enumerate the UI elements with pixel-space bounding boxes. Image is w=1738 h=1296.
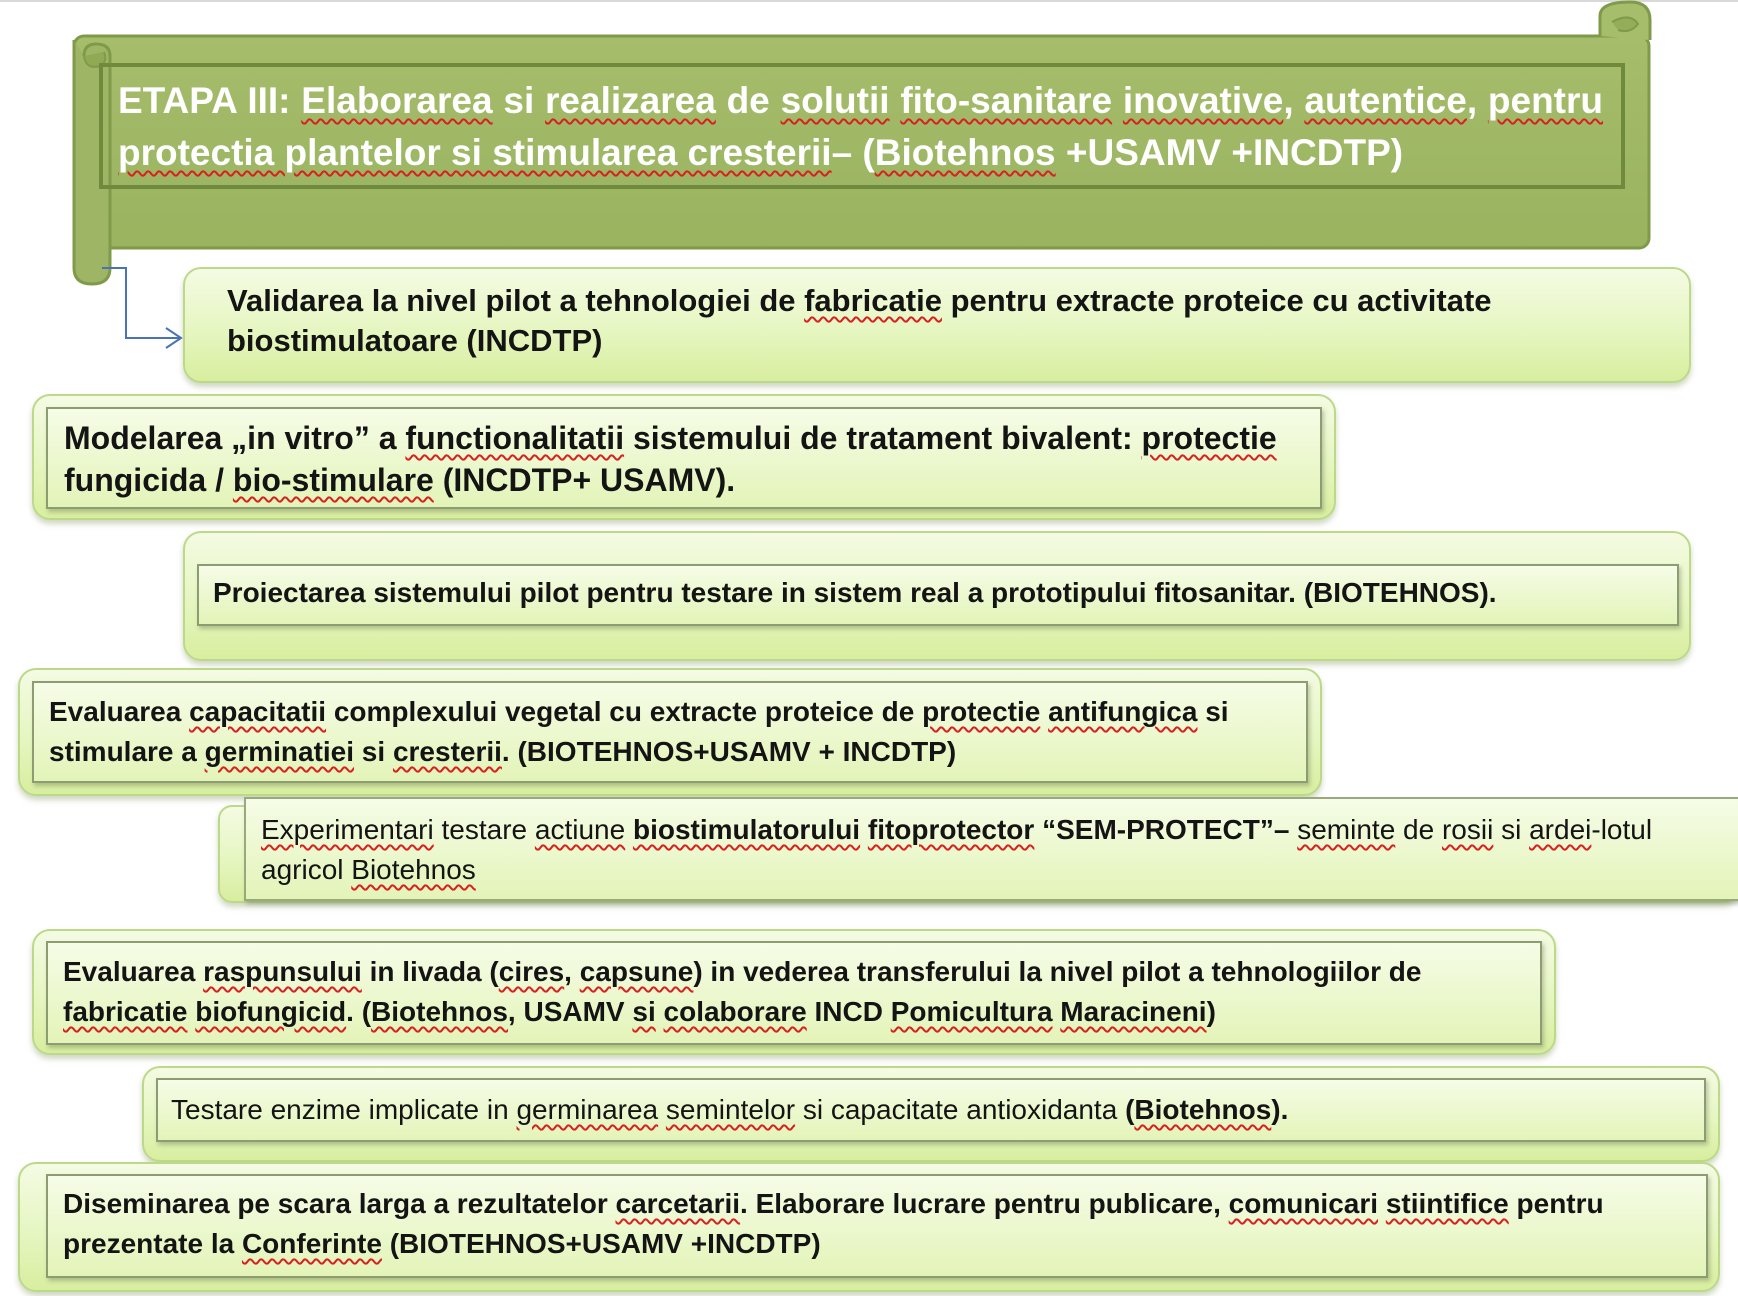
step-evaluare-raspuns-text-segment: colaborare <box>663 996 807 1027</box>
step-testare-enzime-text-segment: Biotehnos <box>1134 1094 1272 1125</box>
step-validare-text-segment: pentru extracte proteice cu activitate biostimulatoare (INCDTP) <box>227 283 1492 358</box>
step-experimentari-text-segment: de <box>1395 814 1442 845</box>
step-evaluare-capacitate-text <box>49 692 1299 772</box>
step-diseminare-text-segment: Conferinte <box>241 1228 382 1259</box>
step-diseminare-text-segment <box>1378 1188 1386 1219</box>
step-modelare-text-segment: sistemului de tratament bivalent: <box>624 420 1142 456</box>
step-experimentari-text-segment: rosii <box>1441 814 1494 845</box>
banner-title-segment: Biotehnos <box>874 132 1056 173</box>
step-evaluare-capacitate-text-segment: antifungica <box>1048 696 1198 727</box>
step-experimentari-text-segment: actiune <box>534 814 626 845</box>
step-experimentari-text-segment: -lotul agricol <box>261 814 1653 885</box>
step-evaluare-raspuns-text-segment: , USAMV <box>507 996 633 1027</box>
step-evaluare-capacitate-text-segment: protectie <box>922 696 1041 727</box>
step-experimentari-text <box>261 810 1711 890</box>
step-evaluare-raspuns-text-segment <box>656 996 664 1027</box>
step-diseminare-text-segment: pentru prezentate la <box>63 1188 1604 1259</box>
step-testare-enzime-text-segment: Testare enzime implicate in <box>171 1094 517 1125</box>
step-evaluare-capacitate-text-segment <box>1040 696 1048 727</box>
step-evaluare-raspuns-text-segment: si <box>632 996 656 1027</box>
step-evaluare-raspuns-text-segment: Evaluarea <box>63 956 204 987</box>
step-modelare-text-segment: functionalitatii <box>405 420 625 456</box>
banner-title-segment: inovative <box>1122 80 1284 121</box>
step-diseminare-text-segment: Diseminarea pe scara larga a rezultatelor <box>63 1188 616 1219</box>
step-proiectare-text-segment: Proiectarea sistemului pilot pentru testare in sistem real a prototipului fitosanitar. (BIOTEHNOS). <box>213 577 1497 608</box>
banner-title <box>118 75 1603 179</box>
step-modelare-text-segment: (INCDTP+ USAMV). <box>433 462 736 498</box>
step-validare-text <box>227 281 1667 361</box>
banner-title-segment: , <box>1466 80 1488 121</box>
step-testare-enzime-text-segment: si capacitate antioxidanta <box>795 1094 1126 1125</box>
step-evaluare-capacitate-text-segment: si stimulare a <box>49 696 1229 767</box>
step-evaluare-raspuns-text-segment: INCD <box>806 996 891 1027</box>
step-evaluare-raspuns-text-segment: in livada ( <box>361 956 499 987</box>
step-evaluare-capacitate-text-segment: si <box>354 736 393 767</box>
step-diseminare-text-segment: . Elaborare lucrare pentru publicare, <box>740 1188 1229 1219</box>
step-experimentari-text-segment <box>625 814 633 845</box>
step-evaluare-raspuns-text-segment: , <box>564 956 580 987</box>
step-testare-enzime-text-segment: semintelor <box>665 1094 796 1125</box>
step-modelare-text-segment: bio-stimulare <box>232 462 434 498</box>
step-evaluare-raspuns-text-segment: Maracineni <box>1060 996 1207 1027</box>
step-testare-enzime-text <box>171 1090 1681 1130</box>
step-diseminare-text-segment: comunicari <box>1228 1188 1379 1219</box>
step-evaluare-capacitate-text-segment: germinatiei <box>204 736 355 767</box>
step-evaluare-raspuns-text <box>63 952 1528 1032</box>
step-evaluare-raspuns-text-segment: raspunsului <box>203 956 362 987</box>
banner-title-segment: Elaborarea <box>301 80 493 121</box>
step-evaluare-raspuns-text-segment: . ( <box>346 996 372 1027</box>
step-experimentari-text-segment: biostimulatorului <box>632 814 861 845</box>
step-experimentari-text-segment: “SEM-PROTECT”– <box>1034 814 1290 845</box>
banner-title-segment: +USAMV +INCDTP) <box>1055 132 1404 173</box>
step-testare-enzime-text-segment: germinarea <box>516 1094 659 1125</box>
step-experimentari-text-segment: si <box>1493 814 1530 845</box>
banner-title-segment: autentice <box>1304 80 1467 121</box>
step-diseminare-text-segment: (BIOTEHNOS+USAMV +INCDTP) <box>381 1228 821 1259</box>
step-diseminare-text <box>63 1184 1693 1264</box>
step-evaluare-raspuns-text-segment: ) <box>1206 996 1216 1027</box>
banner-title-segment <box>890 80 901 121</box>
step-evaluare-capacitate-text-segment: capacitatii <box>189 696 327 727</box>
step-evaluare-raspuns-text-segment: capsune <box>579 956 694 987</box>
step-experimentari-text-segment: testare <box>433 814 535 845</box>
step-testare-enzime-text-segment: ). <box>1271 1094 1289 1125</box>
step-evaluare-raspuns-text-segment: ) in vederea transferului la nivel pilot a tehnologiilor de <box>693 956 1422 987</box>
step-experimentari-text-segment <box>860 814 868 845</box>
step-evaluare-raspuns-text-segment: Biotehnos <box>371 996 508 1027</box>
step-validare-text-segment: Validarea la nivel pilot a tehnologiei de <box>227 283 805 318</box>
step-evaluare-capacitate-text-segment: cresterii <box>392 736 502 767</box>
banner-title-segment: solutii <box>780 80 890 121</box>
connector-arrow <box>0 0 200 360</box>
step-proiectare-text <box>213 573 1663 613</box>
step-testare-enzime-text-segment <box>658 1094 666 1125</box>
step-evaluare-raspuns-text-segment: cires <box>498 956 565 987</box>
step-modelare-text <box>64 417 1304 501</box>
step-experimentari-text-segment: Experimentari <box>261 814 434 845</box>
banner-title-segment: realizarea <box>545 80 716 121</box>
banner-title-segment: fito-sanitare <box>900 80 1113 121</box>
step-testare-enzime-text-segment: ( <box>1125 1094 1135 1125</box>
step-evaluare-capacitate-text-segment: . (BIOTEHNOS+USAMV + INCDTP) <box>501 736 957 767</box>
step-evaluare-capacitate-text-segment: complexului vegetal cu extracte proteice de <box>326 696 923 727</box>
step-evaluare-capacitate-text-segment: Evaluarea <box>49 696 190 727</box>
step-experimentari-text-segment: ardei <box>1529 814 1592 845</box>
banner-title-segment: – ( <box>831 132 875 173</box>
banner-title-segment <box>1112 80 1123 121</box>
banner-title-segment: , <box>1283 80 1305 121</box>
step-modelare-text-segment: protectie <box>1141 420 1277 456</box>
banner-title-segment: si <box>492 80 546 121</box>
banner-title-segment: pentru protectia plantelor si stimularea cresterii <box>118 80 1604 173</box>
step-experimentari-text-segment: seminte <box>1297 814 1396 845</box>
step-experimentari-text-segment: Biotehnos <box>351 854 476 885</box>
banner-title-segment: de <box>715 80 781 121</box>
step-modelare-text-segment: Modelarea „in vitro” a <box>64 420 406 456</box>
step-experimentari-text-segment: fitoprotector <box>867 814 1035 845</box>
step-evaluare-raspuns-text-segment: biofungicid <box>195 996 347 1027</box>
step-modelare-text-segment: fungicida / <box>64 462 233 498</box>
step-evaluare-raspuns-text-segment: fabricatie <box>63 996 188 1027</box>
step-evaluare-raspuns-text-segment: Pomicultura <box>890 996 1053 1027</box>
step-diseminare-text-segment: carcetarii <box>615 1188 741 1219</box>
step-validare-text-segment: fabricatie <box>804 283 942 318</box>
banner-title-lead: ETAPA III: <box>118 80 302 121</box>
step-diseminare-text-segment: stiintifice <box>1385 1188 1509 1219</box>
